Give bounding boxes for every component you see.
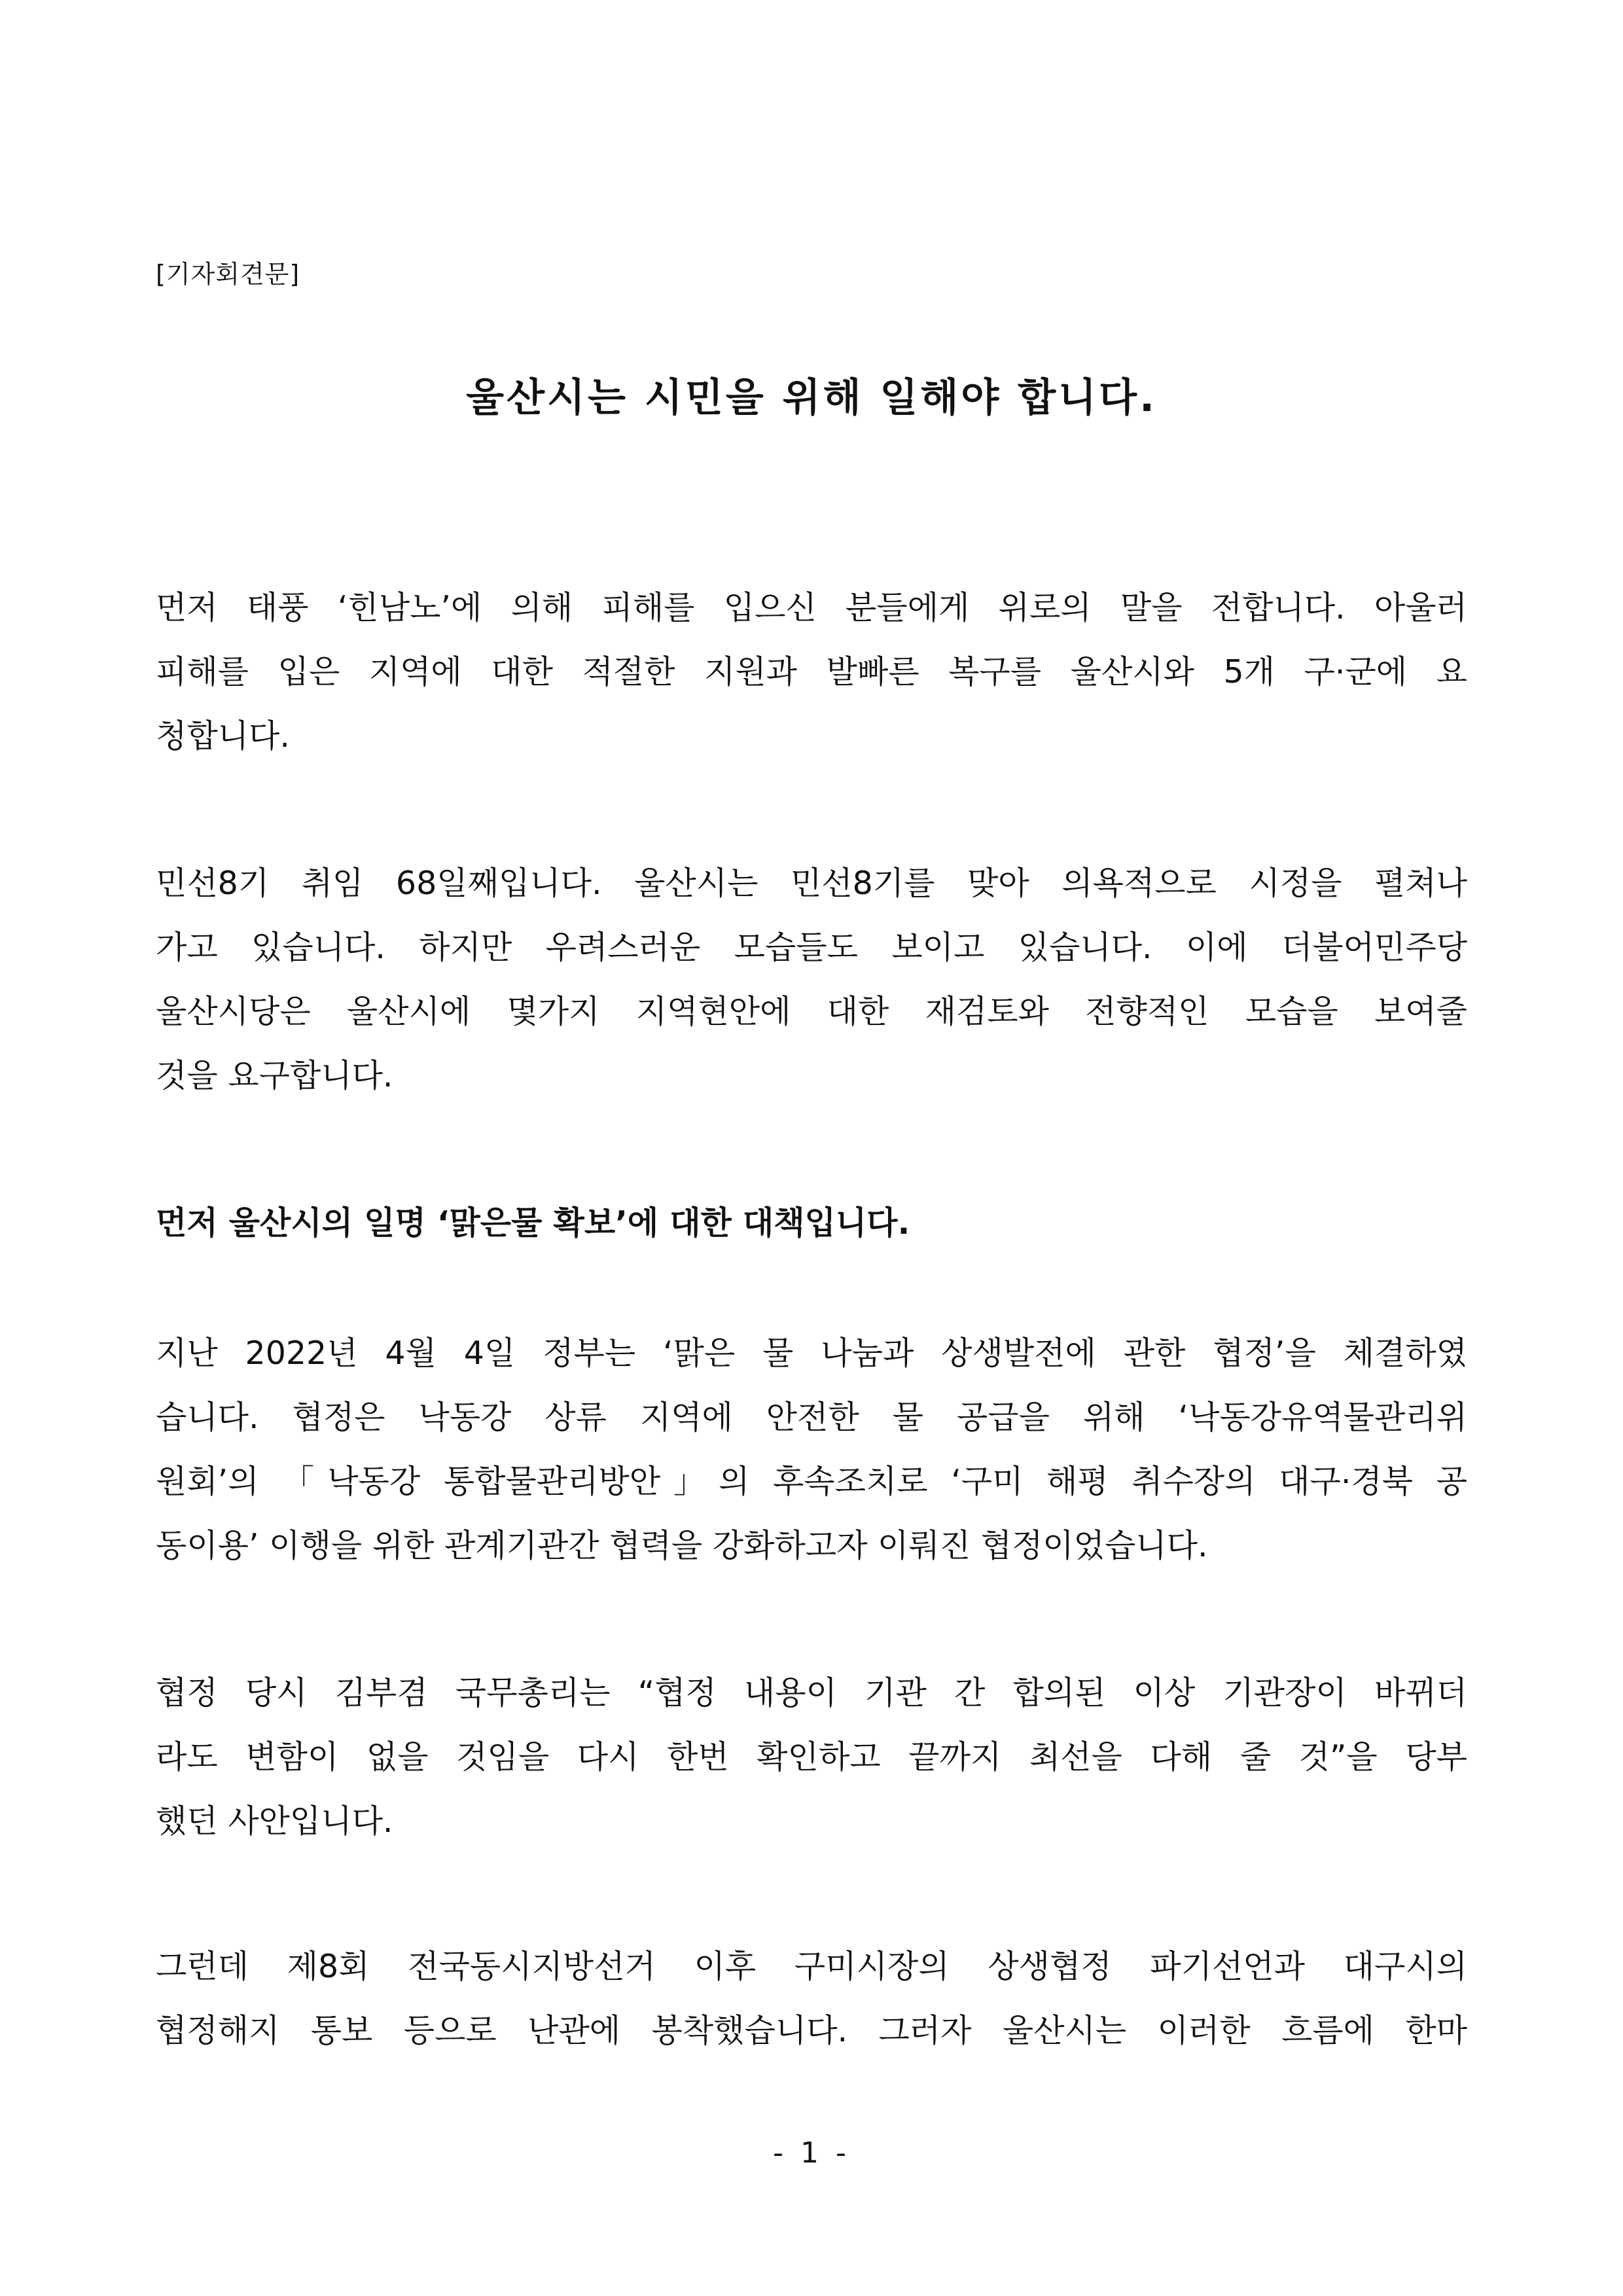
paragraph-line: 울산시당은 울산시에 몇가지 지역현안에 대한 재검토와 전향적인 모습을 보여줄 bbox=[156, 993, 1467, 1030]
paragraph-line: 청합니다. bbox=[156, 717, 290, 755]
paragraph-line: 것을 요구합니다. bbox=[156, 1057, 393, 1094]
paragraph-line: 했던 사안입니다. bbox=[156, 1803, 393, 1840]
paragraph-after-election bbox=[156, 1935, 1467, 2063]
paragraph-line: 민선8기 취임 68일째입니다. 울산시는 민선8기를 맞아 의욕적으로 시정을 펼쳐나 bbox=[156, 865, 1467, 902]
paragraph-agreement bbox=[156, 1321, 1467, 1578]
paragraph-prime-minister bbox=[156, 1661, 1467, 1854]
paragraph-line: 그런데 제8회 전국동시지방선거 이후 구미시장의 상생협정 파기선언과 대구시의 bbox=[156, 1948, 1467, 1985]
paragraph-line: 지난 2022년 4월 4일 정부는 ‘맑은 물 나눔과 상생발전에 관한 협정’을 체결하였 bbox=[156, 1335, 1467, 1372]
paragraph-line: 가고 있습니다. 하지만 우려스러운 모습들도 보이고 있습니다. 이에 더불어민주당 bbox=[156, 929, 1467, 966]
section-heading-line: 먼저 울산시의 일명 ‘맑은물 확보’에 대한 대책입니다. bbox=[156, 1204, 910, 1242]
document-title: 울산시는 시민을 위해 일해야 합니다. bbox=[466, 375, 1157, 421]
paragraph-typhoon bbox=[156, 576, 1467, 768]
section-heading-clean-water bbox=[156, 1191, 1467, 1255]
paragraph-line: 라도 변함이 없을 것임을 다시 한번 확인하고 끝까지 최선을 다해 줄 것”을 당부 bbox=[156, 1738, 1467, 1776]
page-number: - 1 - bbox=[773, 2136, 850, 2170]
paragraph-line: 협정해지 통보 등으로 난관에 봉착했습니다. 그러자 울산시는 이러한 흐름에 한마 bbox=[156, 2012, 1467, 2049]
paragraph-line: 먼저 태풍 ‘힌남노’에 의해 피해를 입으신 분들에게 위로의 말을 전합니다. 아울러 bbox=[156, 589, 1467, 626]
paragraph-line: 동이용’ 이행을 위한 관계기관간 협력을 강화하고자 이뤄진 협정이었습니다. bbox=[156, 1527, 1208, 1564]
paragraph-line: 협정 당시 김부겸 국무총리는 “협정 내용이 기관 간 합의된 이상 기관장이 바뀌더 bbox=[156, 1674, 1467, 1712]
paragraph-line: 원회’의 「낙동강 통합물관리방안」의 후속조치로 ‘구미 해평 취수장의 대구·경북 공 bbox=[156, 1463, 1467, 1500]
paragraph-administration bbox=[156, 852, 1467, 1108]
paragraph-line: 습니다. 협정은 낙동강 상류 지역에 안전한 물 공급을 위해 ‘낙동강유역물관리위 bbox=[156, 1399, 1467, 1436]
document-label: [기자회견문] bbox=[156, 260, 300, 289]
paragraph-line: 피해를 입은 지역에 대한 적절한 지원과 발빠른 복구를 울산시와 5개 구·군에 요 bbox=[156, 653, 1467, 691]
